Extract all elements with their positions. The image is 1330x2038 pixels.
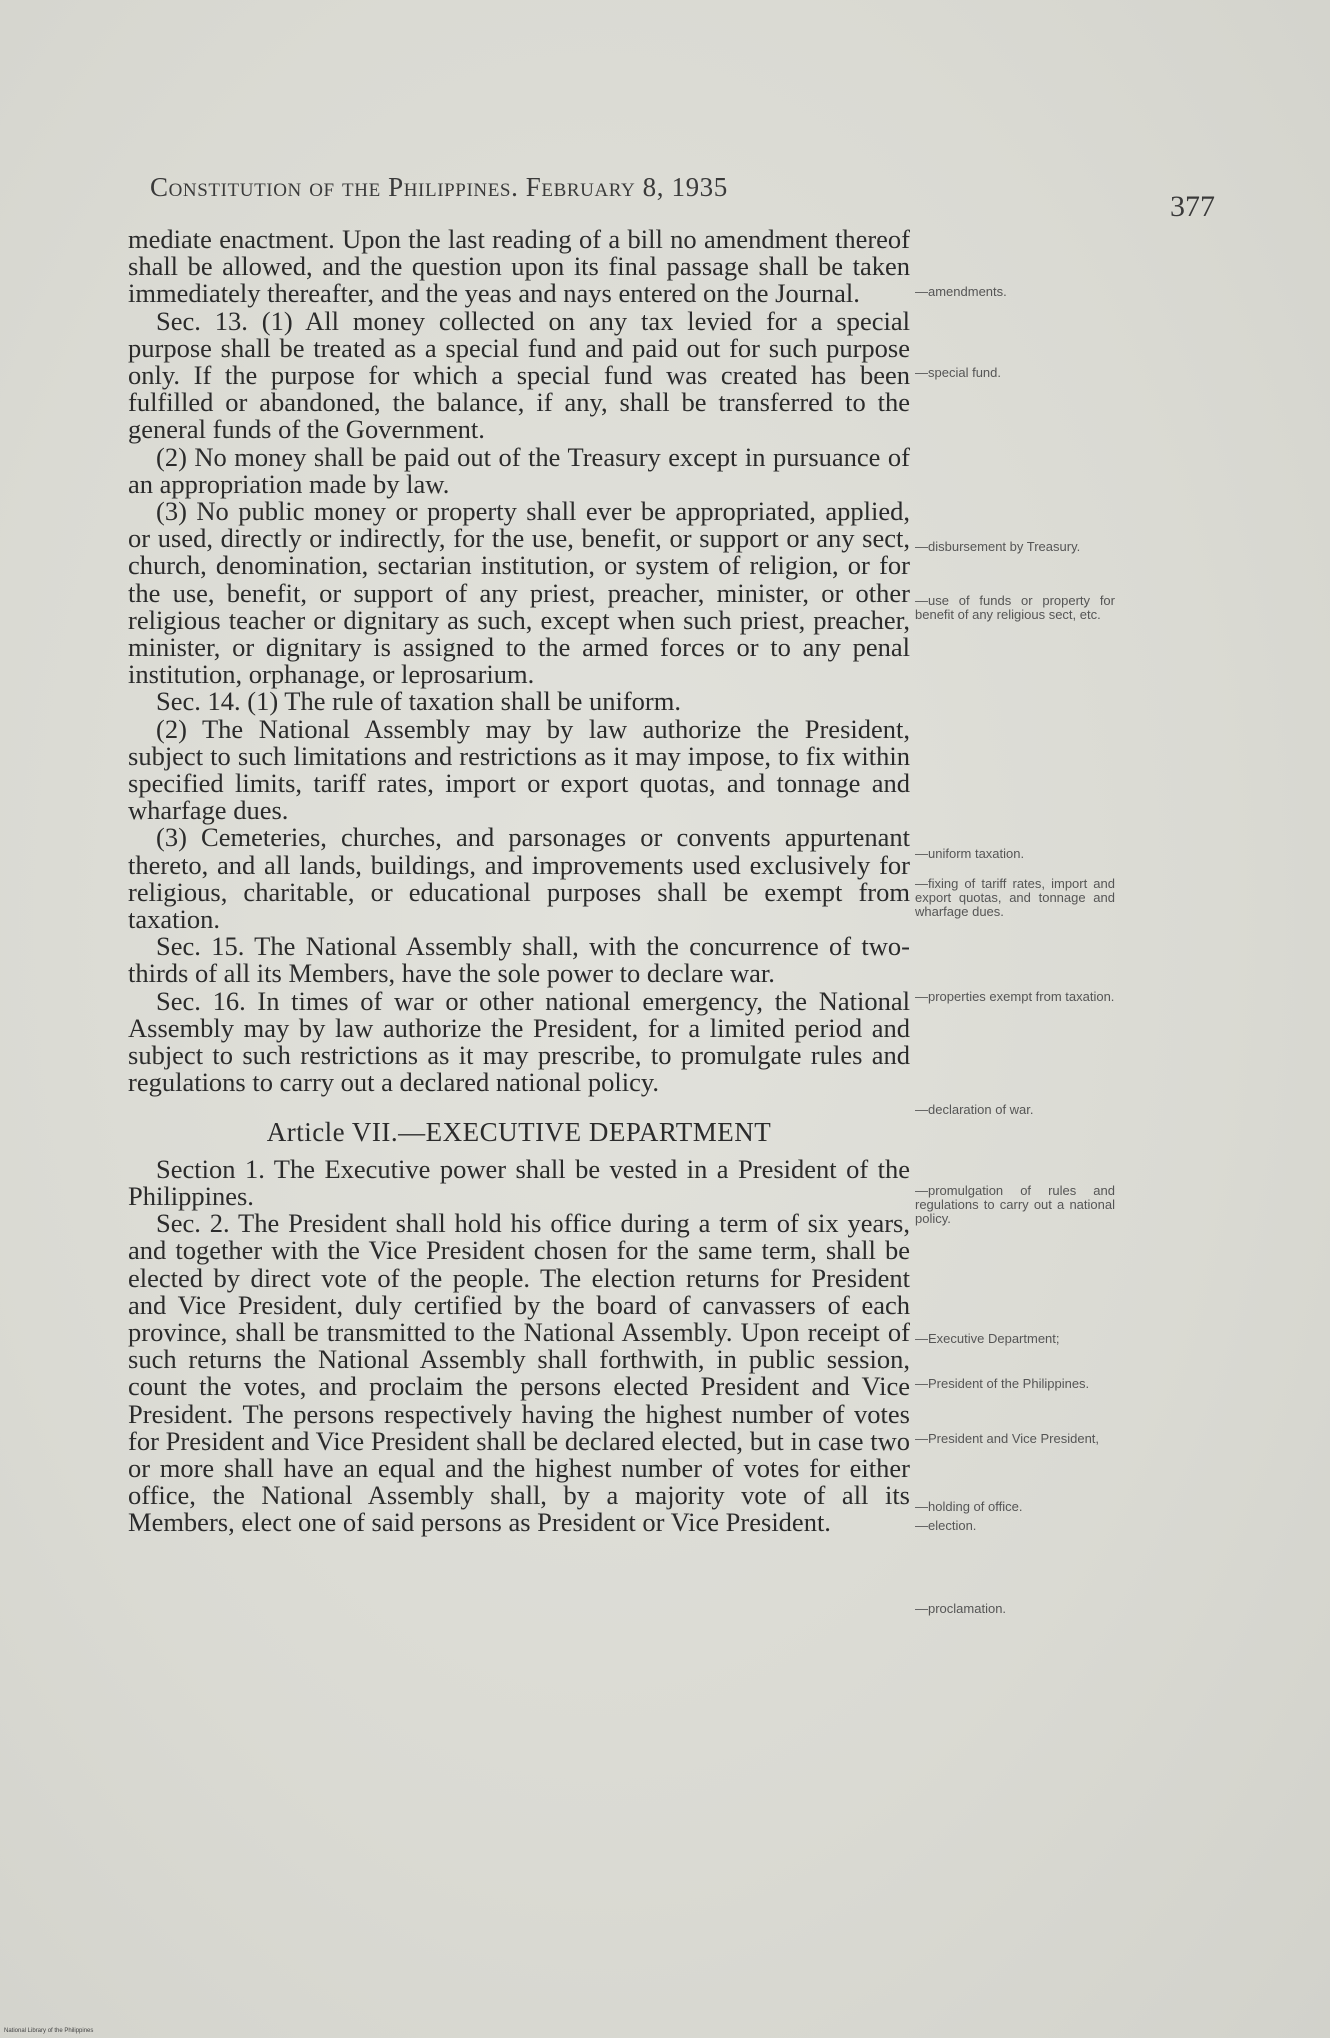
margin-note: —uniform taxation. <box>915 846 1025 861</box>
paragraph-sec14-3: (3) Cemeteries, churches, and parsonages or convents appurtenant thereto, and all lands, buildings, and improvements used exclusively for religious, charitable, or educational purposes shall be exempt from taxation. <box>128 822 910 935</box>
margin-note: —declaration of war. <box>915 1102 1034 1117</box>
running-title: Constitution of the Philippines. February 8, 1935 <box>150 172 728 202</box>
margin-note: —fixing of tariff rates, import and export quotas, and tonnage and wharfage dues. <box>915 876 1115 919</box>
paragraph-sec14-1: Sec. 14. (1) The rule of taxation shall be uniform. <box>156 686 681 717</box>
paragraph-sec14-2: (2) The National Assembly may by law authorize the President, subject to such limitations and restrictions as it may impose, to fix within specified limits, tariff rates, import or export quotas, and tonnage and wharfage dues. <box>128 713 910 826</box>
paragraph-article7-sec2: Sec. 2. The President shall hold his office during a term of six years, and together with the Vice President chosen for the same term, shall be elected by direct vote of the people. The election returns for President and Vice President, duly certified by the board of canvassers of each province, shall be transmitted to the National Assembly. Upon receipt of such returns the National Assembly shall forthwith, in public session, count the votes, and proclaim the persons elected President and Vice President. The persons respectively having the highest number of votes for President and Vice President shall be declared elected, but in case two or more shall have an equal and the highest number of votes for either office, the National Assembly shall, by a majority vote of all its Members, elect one of said persons as President or Vice President. <box>128 1208 910 1538</box>
margin-note: —disbursement by Treasury. <box>915 539 1081 554</box>
margin-note: —President and Vice President, <box>915 1431 1100 1446</box>
margin-note: —promulgation of rules and regulations to carry out a national policy. <box>915 1183 1115 1226</box>
paragraph-sec13-3: (3) No public money or property shall ever be appropriated, applied, or used, directly or indirectly, for the use, benefit, or support or any sect, church, denomination, sectarian institution, or system of religion, or for the use, benefit, or support of any priest, preacher, minister, or other religious teacher or dignitary as such, except when such priest, preacher, minister, or dignitary is assigned to the armed forces or to any penal institution, orphanage, or leprosarium. <box>128 496 910 690</box>
margin-note: —holding of office. <box>915 1499 1023 1514</box>
margin-note: —proclamation. <box>915 1601 1007 1616</box>
paragraph-continuation: mediate enactment. Upon the last reading of a bill no amendment thereof shall be allowed, and the question upon its final passage shall be taken immediately thereafter, and the yeas and nays entered on the Journal. <box>128 224 910 309</box>
paragraph-sec13-1: Sec. 13. (1) All money collected on any tax levied for a special purpose shall be treated as a special fund and paid out for such purpose only. If the purpose for which a special fund was created has been fulfilled or abandoned, the balance, if any, shall be transferred to the general funds of the Government. <box>128 305 910 445</box>
body-text <box>128 226 910 1537</box>
article-heading: Article VII.—EXECUTIVE DEPARTMENT <box>266 1116 772 1147</box>
paragraph-article7-sec1: Section 1. The Executive power shall be vested in a President of the Philippines. <box>128 1153 910 1211</box>
margin-note: —use of funds or property for benefit of any religious sect, etc. <box>915 593 1115 622</box>
paragraph-sec16: Sec. 16. In times of war or other national emergency, the National Assembly may by law authorize the President, for a limited period and subject to such restrictions as it may prescribe, to promulgate rules and regulations to carry out a declared national policy. <box>128 985 910 1098</box>
margin-note: —election. <box>915 1518 977 1533</box>
footer-caption: National Library of the Philippines <box>4 2028 94 2034</box>
paragraph-sec15: Sec. 15. The National Assembly shall, with the concurrence of two-thirds of all its Members, have the sole power to declare war. <box>128 931 910 989</box>
margin-note: —amendments. <box>915 284 1007 299</box>
page-number: 377 <box>1170 190 1215 223</box>
margin-note: —President of the Philippines. <box>915 1376 1090 1391</box>
margin-note: —Executive Department; <box>915 1331 1060 1346</box>
margin-note: —properties exempt from taxation. <box>915 989 1115 1004</box>
paragraph-sec13-2: (2) No money shall be paid out of the Treasury except in pursuance of an appropriation made by law. <box>128 441 910 499</box>
margin-note: —special fund. <box>915 365 1001 380</box>
